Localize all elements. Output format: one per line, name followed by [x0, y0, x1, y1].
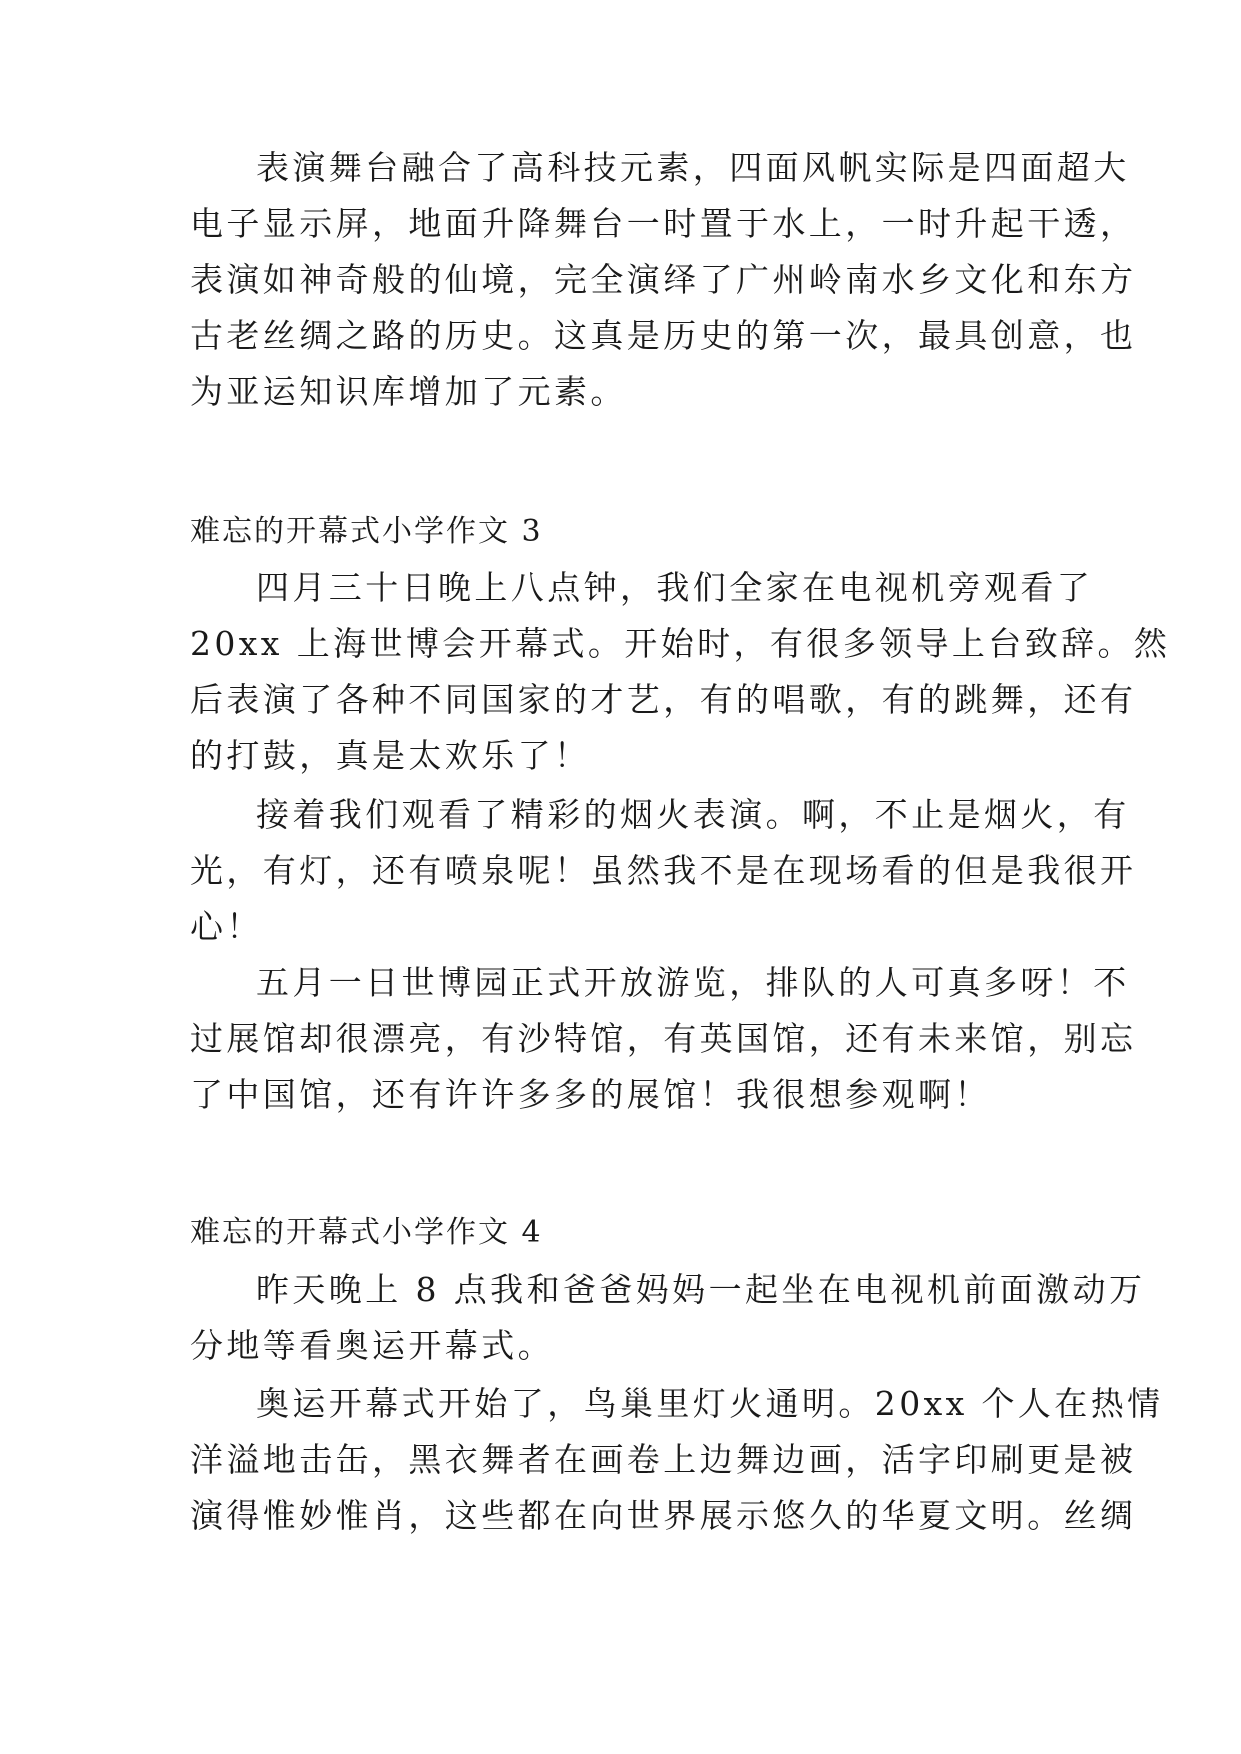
paragraph-line: 20xx 上海世博会开幕式。开始时，有很多领导上台致辞。然 [190, 624, 1171, 663]
paragraph-line: 昨天晚上 8 点我和爸爸妈妈一起坐在电视机前面激动万 [256, 1270, 1146, 1309]
paragraph-line: 接着我们观看了精彩的烟火表演。啊，不止是烟火，有 [256, 795, 1130, 834]
paragraph-line: 了中国馆，还有许许多多的展馆！我很想参观啊！ [190, 1075, 991, 1114]
paragraph-line: 心！ [190, 907, 263, 946]
paragraph-line: 为亚运知识库增加了元素。 [190, 372, 627, 411]
paragraph-line: 奥运开幕式开始了，鸟巢里灯火通明。20xx 个人在热情 [256, 1384, 1164, 1423]
paragraph-line: 电子显示屏，地面升降舞台一时置于水上，一时升起干透， [190, 204, 1137, 243]
paragraph-line: 后表演了各种不同国家的才艺，有的唱歌，有的跳舞，还有 [190, 680, 1137, 719]
paragraph-line: 光，有灯，还有喷泉呢！虽然我不是在现场看的但是我很开 [190, 851, 1137, 890]
paragraph-line: 洋溢地击缶，黑衣舞者在画卷上边舞边画，活字印刷更是被 [190, 1440, 1137, 1479]
paragraph-line: 分地等看奥运开幕式。 [190, 1326, 554, 1365]
paragraph-line: 的打鼓，真是太欢乐了！ [190, 736, 591, 775]
paragraph-line: 五月一日世博园正式开放游览，排队的人可真多呀！不 [256, 963, 1130, 1002]
section-heading: 难忘的开幕式小学作文 3 [190, 514, 543, 549]
paragraph-line: 表演舞台融合了高科技元素，四面风帆实际是四面超大 [256, 148, 1130, 187]
paragraph-line: 过展馆却很漂亮，有沙特馆，有英国馆，还有未来馆，别忘 [190, 1019, 1137, 1058]
paragraph-line: 表演如神奇般的仙境，完全演绎了广州岭南水乡文化和东方 [190, 260, 1137, 299]
paragraph-line: 四月三十日晚上八点钟，我们全家在电视机旁观看了 [256, 568, 1094, 607]
section-heading: 难忘的开幕式小学作文 4 [190, 1215, 543, 1250]
document-page [190, 0, 1171, 1754]
paragraph-line: 古老丝绸之路的历史。这真是历史的第一次，最具创意，也 [190, 316, 1137, 355]
paragraph-line: 演得惟妙惟肖，这些都在向世界展示悠久的华夏文明。丝绸 [190, 1496, 1137, 1535]
